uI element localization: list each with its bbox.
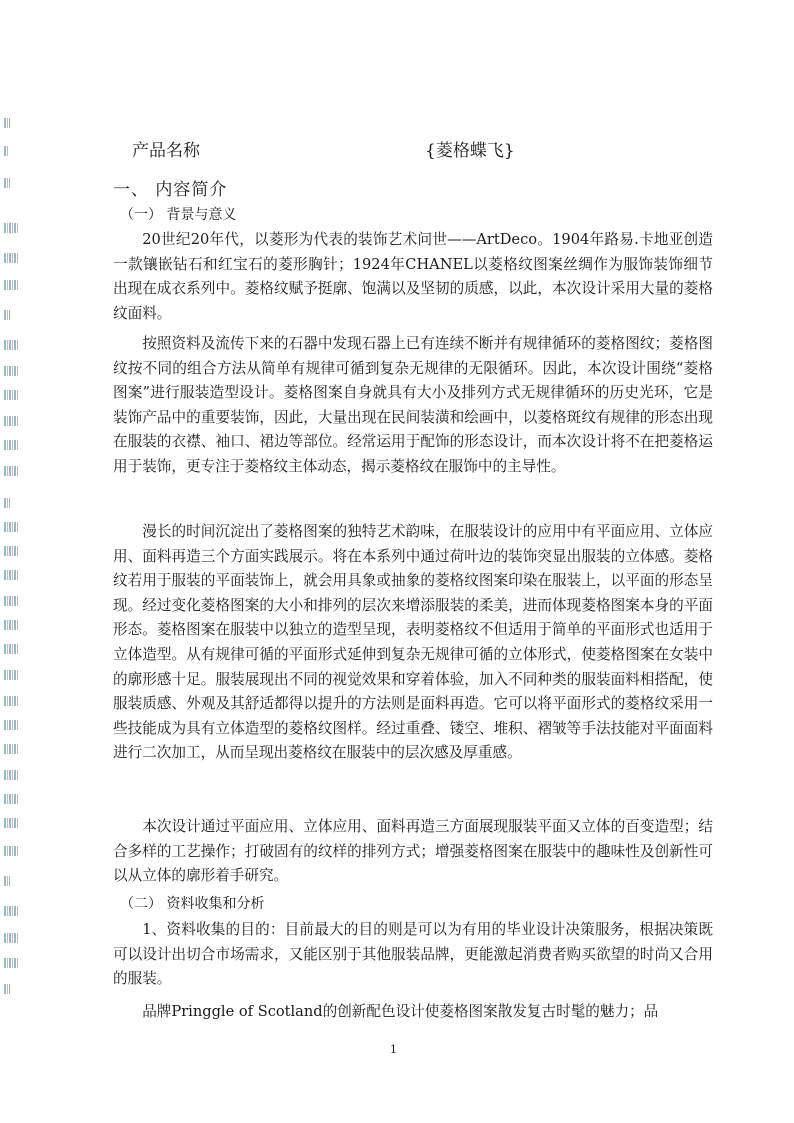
- section-heading-intro: 一、 内容简介: [113, 180, 228, 200]
- paragraph-research-purpose: 1、资料收集的目的：目前最大的目的则是可以为有用的毕业设计决策服务，根据决策既可以设计出切合市场需求，又能区别于其他服装品牌，更能激起消费者购买欲望的时尚又合用的服装。: [113, 921, 713, 988]
- subsection-heading-background: （一） 背景与意义: [120, 207, 237, 223]
- paragraph-artdeco: 20世纪20年代，以菱形为代表的装饰艺术问世——ArtDeco。1904年路易.卡地亚创造一款镶嵌钻石和红宝石的菱形胸针；1924年CHANEL以菱格纹图案丝绸作为服饰装饰细节出现在成衣系列中。菱格纹赋予挺廓、饱满以及坚韧的质感，以此，本次设计采用大量的菱格纹面料。: [113, 231, 713, 322]
- paragraph-brand: 品牌Pringgle of Scotland的创新配色设计使菱格图案散发复古时髦的魅力；品: [142, 1003, 659, 1020]
- left-margin-marks: [0, 118, 26, 1018]
- subsection-heading-research: （二） 资料收集和分析: [120, 896, 265, 912]
- product-name-label: 产品名称: [132, 141, 200, 161]
- page-number: 1: [390, 1043, 397, 1056]
- paragraph-application: 漫长的时间沉淀出了菱格图案的独特艺术韵味，在服装设计的应用中有平面应用、立体应用、面料再造三个方面实践展示。将在本系列中通过荷叶边的装饰突显出服装的立体感。菱格纹若用于服装的平面装饰上，就会用具象或抽象的菱格纹图案印染在服装上，以平面的形态呈现。经过变化菱格图案的大小和排列的层次来增添服装的柔美，进而体现菱格图案本身的平面形态。菱格图案在服装中以独立的造型呈现，表明菱格纹不但适用于简单的平面形式也适用于立体造型。从有规律可循的平面形式延伸到复杂无规律可循的立体形式，使菱格图案在女装中的廓形感十足。服装展现出不同的视觉效果和穿着体验，加入不同种类的服装面料相搭配，使服装质感、外观及其舒适都得以提升的方法则是面料再造。它可以将平面形式的菱格纹采用一些技能成为具有立体造型的菱格纹图样。经过重叠、镂空、堆积、褶皱等手法技能对平面面料进行二次加工，从而呈现出菱格纹在服装中的层次感及厚重感。: [113, 523, 713, 762]
- paragraph-summary: 本次设计通过平面应用、立体应用、面料再造三方面展现服装平面又立体的百变造型；结合多样的工艺操作；打破固有的纹样的排列方式；增强菱格图案在服装中的趣味性及创新性可以从立体的廓形着手研究。: [113, 818, 713, 885]
- product-name-value: {菱格蝶飞}: [425, 141, 515, 161]
- paragraph-history: 按照资料及流传下来的石器中发现石器上已有连续不断并有规律循环的菱格图纹；菱格图纹按不同的组合方法从简单有规律可循到复杂无规律的无限循环。因此，本次设计围绕“菱格图案”进行服装造型设计。菱格图案自身就具有大小及排列方式无规律循环的历史光环，它是装饰产品中的重要装饰，因此，大量出现在民间装潢和绘画中，以菱格斑纹有规律的形态出现在服装的衣襟、袖口、裙边等部位。经常运用于配饰的形态设计，而本次设计将不在把菱格运用于装饰，更专注于菱格纹主体动态，揭示菱格纹在服饰中的主导性。: [113, 335, 713, 475]
